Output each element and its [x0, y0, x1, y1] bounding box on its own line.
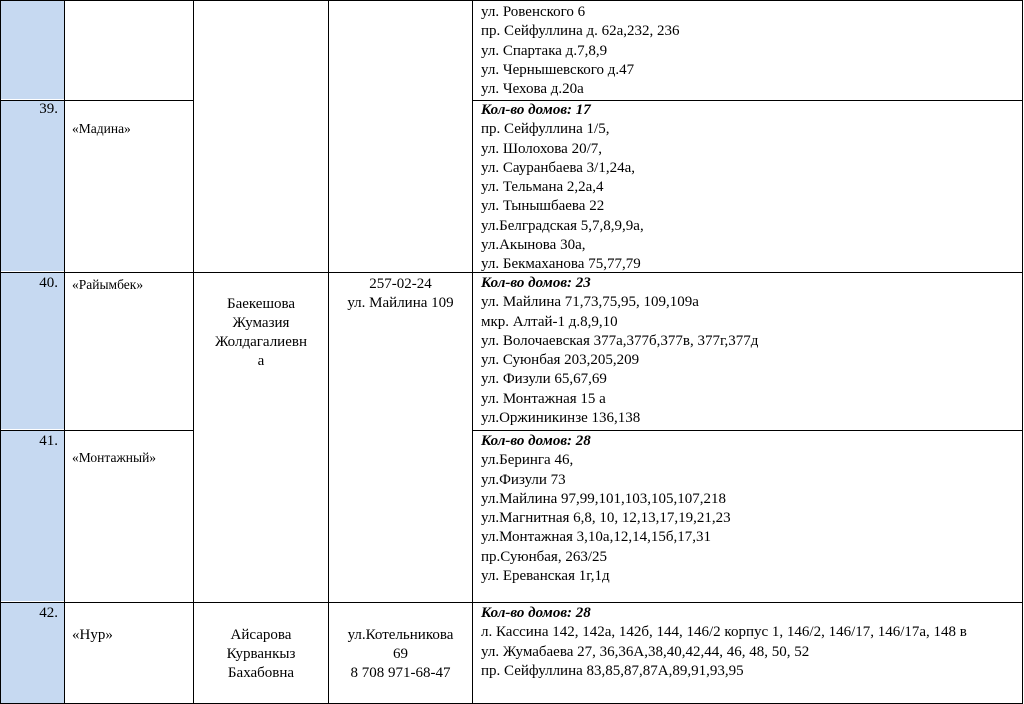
address-line: пр. Сейфуллина 1/5, — [481, 121, 610, 138]
manager-name-line: а — [257, 353, 265, 369]
address-line: ул. Физули 65,67,69 — [481, 371, 607, 388]
grid-line — [328, 0, 329, 704]
house-count: Кол-во домов: 17 — [481, 102, 591, 118]
grid-line — [0, 0, 1, 704]
building-name: «Нур» — [72, 627, 113, 643]
contact-line: 257-02-24 — [369, 276, 432, 292]
row-number: 39. — [39, 101, 58, 117]
grid-line — [0, 602, 1023, 603]
address-list — [481, 101, 1021, 275]
number-cell-bg — [1, 101, 64, 271]
contact-line: 8 708 971-68-47 — [350, 665, 451, 681]
grid-line — [0, 0, 1023, 1]
contact-line: ул.Котельникова — [347, 627, 454, 643]
house-count: Кол-во домов: 23 — [481, 275, 591, 291]
contact-line: ул. Майлина 109 — [347, 295, 454, 311]
manager-name — [194, 295, 328, 371]
manager-name-line: Баекешова — [226, 296, 296, 312]
manager-contact — [329, 626, 472, 683]
address-line: мкр. Алтай-1 д.8,9,10 — [481, 313, 618, 330]
address-line: ул. Чернышевского д.47 — [481, 61, 635, 78]
number-cell-bg — [1, 1, 64, 99]
manager-name-line: Айсарова — [230, 627, 292, 643]
number-cell-bg — [1, 431, 64, 601]
address-line: ул. Ровенского 6 — [481, 4, 586, 20]
row-number: 41. — [39, 433, 58, 449]
house-count: Кол-во домов: 28 — [481, 605, 591, 621]
address-line: ул. Майлина 71,73,75,95, 109,109а — [481, 294, 699, 311]
address-line: ул.Беринга 46, — [481, 452, 574, 469]
manager-name-line: Жолдагалиевн — [215, 334, 307, 350]
grid-line — [64, 0, 65, 704]
grid-line — [472, 430, 1023, 431]
address-line: ул. Суюнбая 203,205,209 — [481, 352, 640, 369]
row-number: 40. — [39, 275, 58, 291]
address-list — [481, 3, 1021, 99]
grid-line — [0, 430, 194, 431]
address-line: ул.Майлина 97,99,101,103,105,107,218 — [481, 490, 727, 507]
contact-line: 69 — [393, 646, 408, 662]
address-line: ул. Жумабаева 27, 36,36А,38,40,42,44, 46, 48, 50, 52 — [481, 643, 810, 660]
address-line: ул. Тынышбаева 22 — [481, 198, 605, 215]
building-name: «Мадина» — [72, 121, 131, 136]
address-list — [481, 432, 1021, 586]
address-line: л. Кассина 142, 142а, 142б, 144, 146/2 корпус 1, 146/2, 146/17, 146/17а, 148 в — [481, 624, 967, 641]
address-line: пр.Суюнбая, 263/25 — [481, 548, 607, 565]
address-list — [481, 604, 1016, 681]
building-name: «Монтажный» — [72, 450, 157, 465]
manager-name-line: Курванкыз — [226, 646, 296, 662]
address-line: ул. Сауранбаева 3/1,24а, — [481, 159, 635, 176]
address-line: ул. Волочаевская 377а,377б,377в, 377г,377д — [481, 332, 759, 349]
address-line: ул.Магнитная 6,8, 10, 12,13,17,19,21,23 — [481, 510, 731, 527]
address-line: ул.Монтажная 3,10а,12,14,15б,17,31 — [481, 529, 711, 546]
address-line: ул. Ереванская 1г,1д — [481, 568, 610, 585]
address-line: пр. Сейфуллина 83,85,87,87А,89,91,93,95 — [481, 662, 744, 679]
address-line: пр. Сейфуллина д. 62а,232, 236 — [481, 23, 680, 40]
manager-contact — [329, 275, 472, 313]
address-line: ул. Чехова д.20а — [481, 81, 584, 98]
address-line: ул. Бекмаханова 75,77,79 — [481, 256, 641, 273]
address-line: ул. Тельмана 2,2а,4 — [481, 179, 604, 196]
address-line: ул. Монтажная 15 а — [481, 390, 606, 407]
row-number: 42. — [39, 605, 58, 621]
grid-line — [1022, 0, 1023, 704]
address-list — [481, 274, 1021, 428]
manager-name — [194, 626, 328, 683]
address-line: ул.Акынова 30а, — [481, 237, 586, 254]
grid-line — [472, 0, 473, 704]
address-line: ул.Белградская 5,7,8,9,9а, — [481, 217, 644, 234]
address-line: ул.Физули 73 — [481, 471, 566, 488]
number-cell-bg — [1, 273, 64, 429]
address-line: ул.Оржиникинзе 136,138 — [481, 410, 641, 427]
address-line: ул. Спартака д.7,8,9 — [481, 42, 608, 59]
building-name: «Райымбек» — [72, 277, 144, 292]
manager-name-line: Жумазия — [232, 315, 290, 331]
address-line: ул. Шолохова 20/7, — [481, 140, 603, 157]
manager-name-line: Бахабовна — [227, 665, 295, 681]
house-count: Кол-во домов: 28 — [481, 433, 591, 449]
